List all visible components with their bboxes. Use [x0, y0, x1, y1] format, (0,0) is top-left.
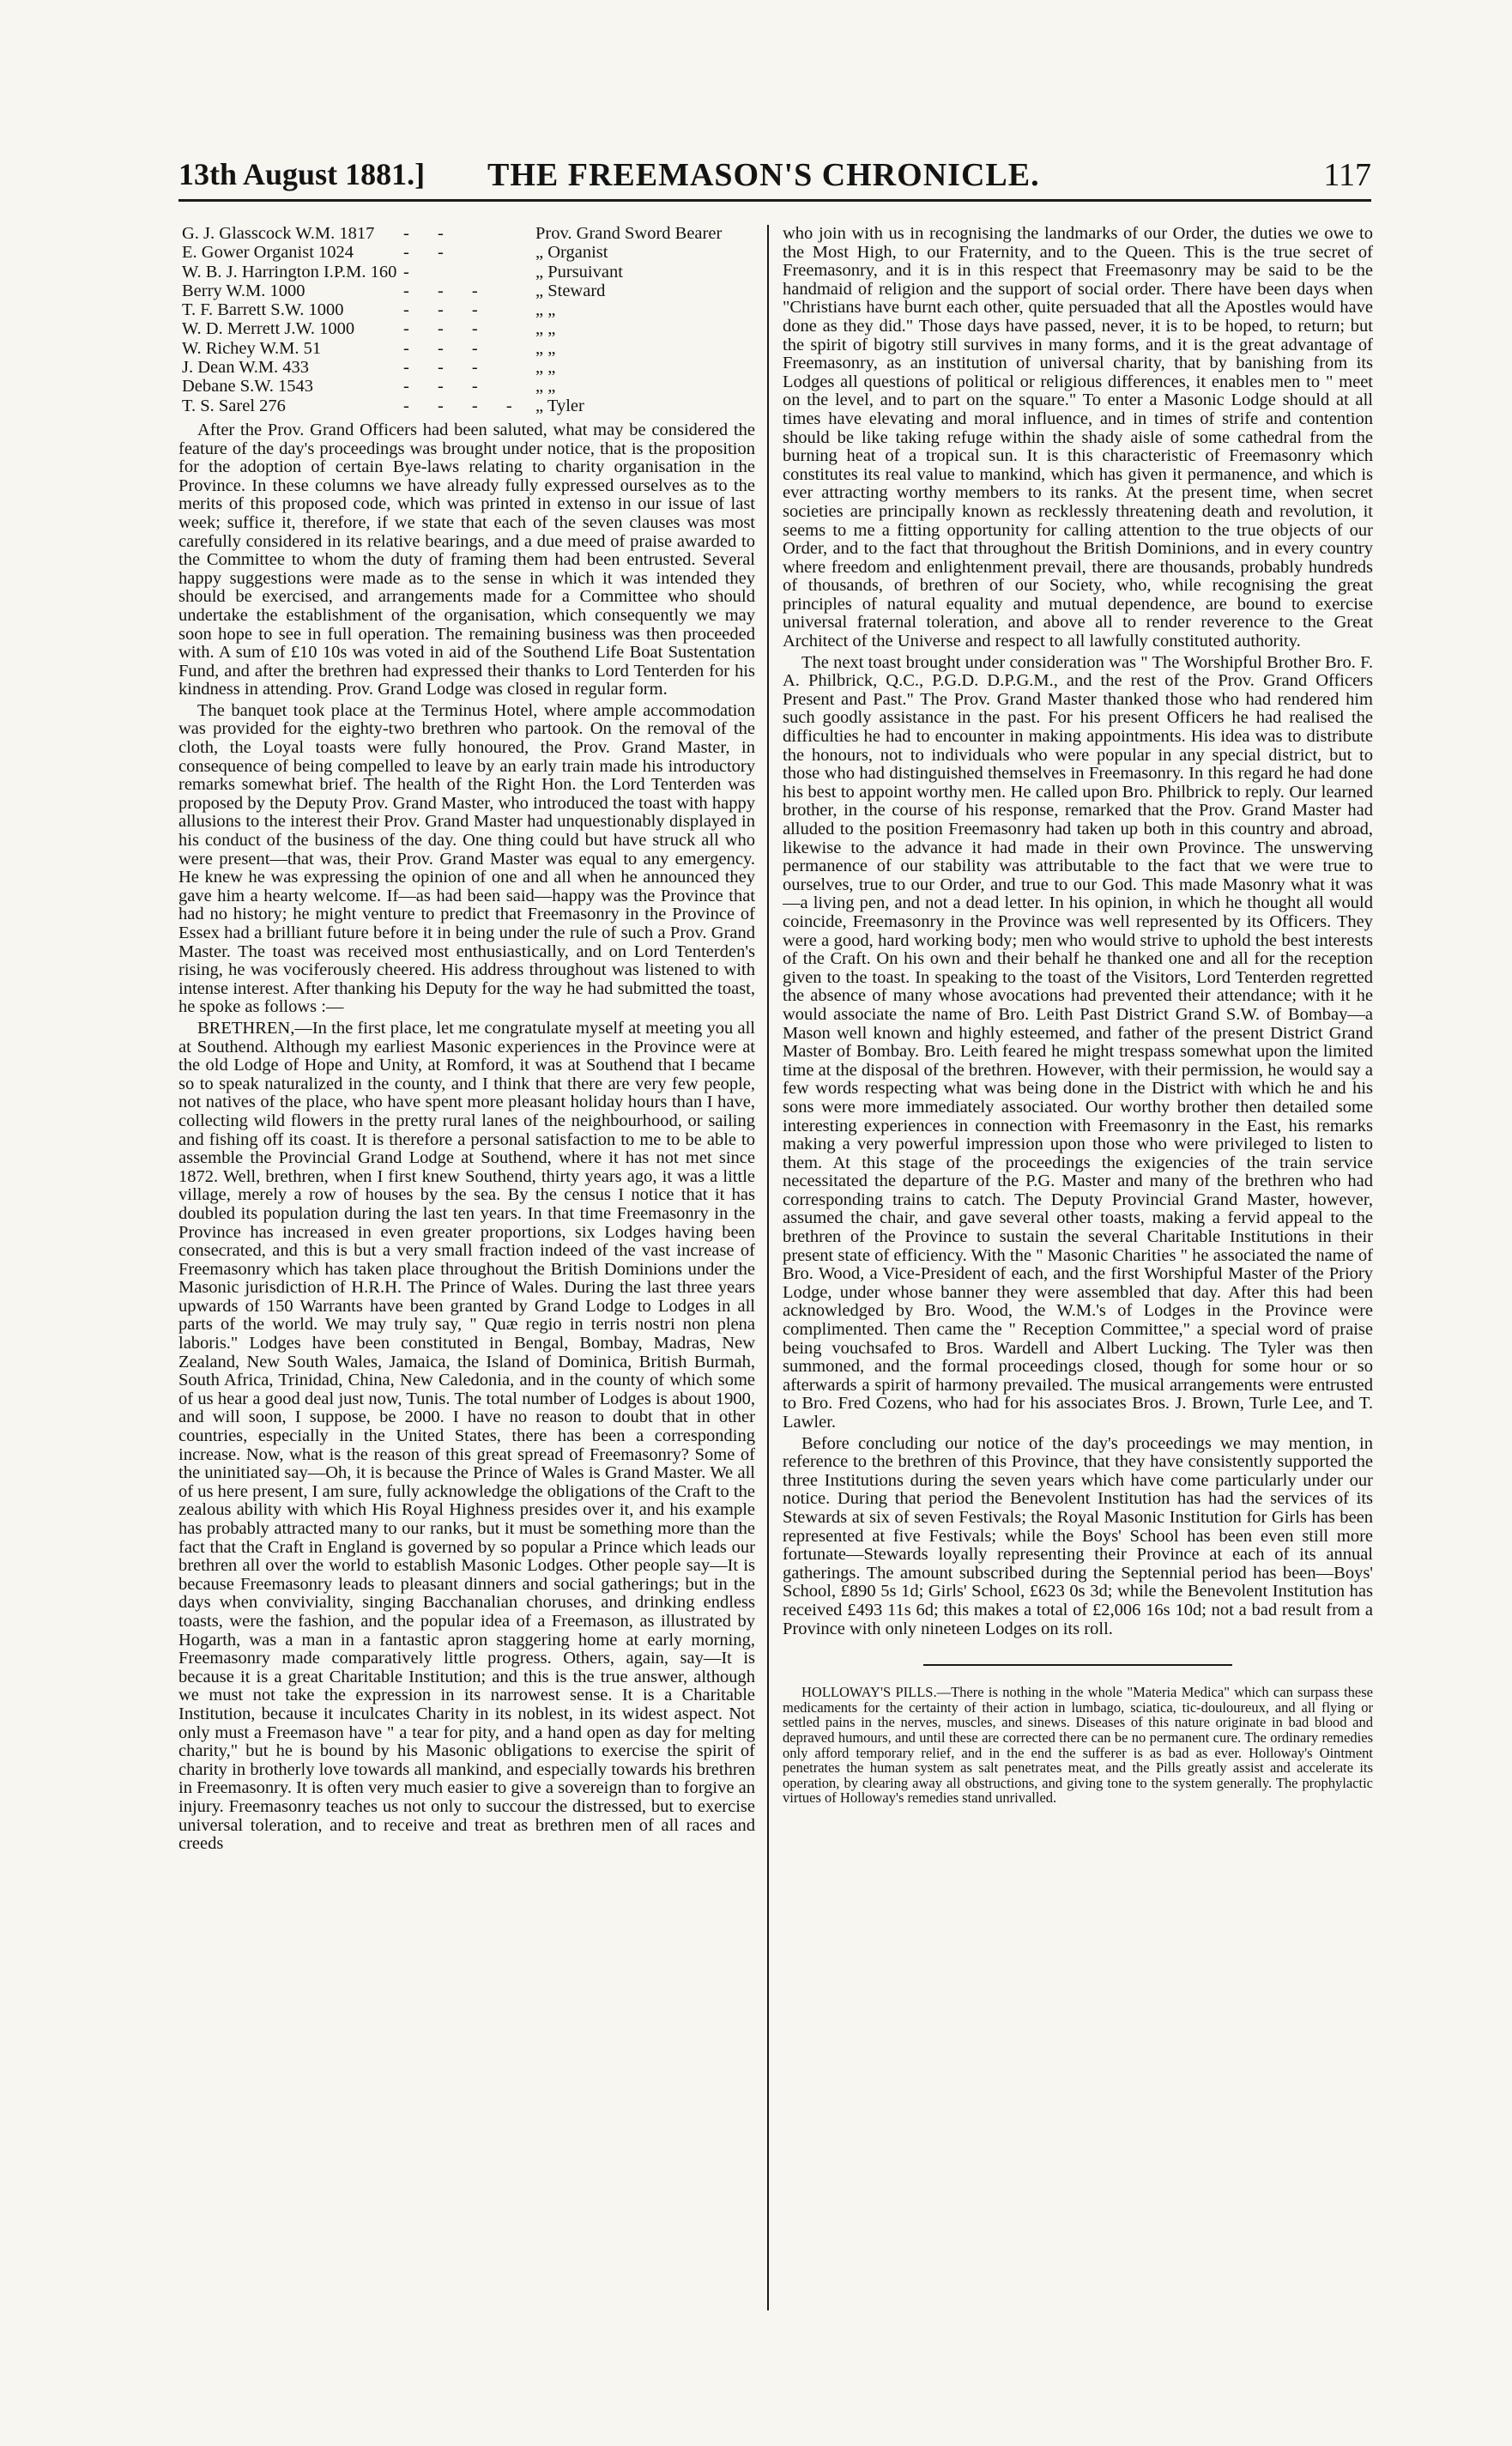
right-column — [783, 225, 1373, 2315]
column-divider — [767, 225, 769, 2310]
notice-heading: HOLLOWAY'S PILLS. — [801, 1684, 937, 1701]
officer-role: „ Pursuivant — [535, 262, 623, 282]
officer-row — [178, 301, 755, 320]
officer-row — [178, 320, 755, 339]
advertisement-notice — [783, 1685, 1373, 1806]
officer-role: „ „ — [535, 358, 556, 378]
officer-name: W. B. J. Harrington I.P.M. 160 — [182, 262, 397, 282]
officer-name: G. J. Glasscock W.M. 1817 — [182, 225, 375, 243]
notice-body: —There is nothing in the whole "Materia Medica" which can surpass these medicaments for the certainty of their action in lumbago, sciatica, tic-douloureux, and all flying or settled pains in the nerves, muscles, and sinews. Diseases of this nature originate in bad blood and depraved humours, and until these are corrected there can be no permanent cure. The ordinary remedies only afford temporary relief, and in the end the sufferer is as bad as ever. Holloway's Ointment penetrates the human system as salt penetrates meat, and the Pills greatly assist and accelerate its operation, by clearing away all obstructions, and giving tone to the system generally. The prophylactic virtues of Holloway's remedies stand unrivalled. — [783, 1684, 1373, 1807]
officer-role: „ „ — [535, 338, 556, 358]
article-paragraph: The next toast brought under consideration was " The Worshipful Brother Bro. F. A. Philbrick, Q.C., P.G.D. D.P.G.M., and the rest of the Prov. Grand Officers Present and Past." The Prov. Grand Master thanked those who had rendered him such goodly assistance in the past. For his present Officers he had realised the difficulties he had to encounter in making appointments. His idea was to distribute the honours, not to individuals who were popular in any special district, but to those who had distinguished themselves in Freemasonry. In this regard he had done his best to appoint worthy men. He called upon Bro. Philbrick to reply. Our learned brother, in the course of his response, remarked that the Prov. Grand Master had alluded to the position Freemasonry had taken up both in this country and abroad, likewise to the advance it had made in their own Province. The unswerving permanence of our stability was attributable to the fact that we were true to ourselves, true to our Order, and true to our God. This made Masonry what it was—a living pen, and not a dead letter. In his opinion, in which he thought all would coincide, Freemasonry in the Province was well represented by its Officers. They were a good, hard working body; men who would strive to uphold the best interests of the Craft. On his own and their behalf he thanked one and all for the reception given to the toast. In speaking to the toast of the Visitors, Lord Tenterden regretted the absence of many whose avocations had prevented their attendance; with it he would associate the name of Bro. Leith Past District Grand S.W. of Bombay—a Mason well known and highly esteemed, and father of the present District Grand Master of Bombay. Bro. Leith feared he might trespass somewhat upon the limited time at the disposal of the brethren. However, with their permission, he would say a few words respecting what was being done in the District with which he and his sons were more immediately associated. Our worthy brother then detailed some interesting experiences in connection with Freemasonry in the East, his remarks making a very powerful impression upon those who were privileged to listen to them. At this stage of the proceedings the exigencies of the train service necessitated the departure of the P.G. Master and many of the brethren who had corresponding trains to catch. The Deputy Provincial Grand Master, however, assumed the chair, and gave several other toasts, making a fervid appeal to the brethren of the Province to sustain the several Charitable Institutions in their present state of efficiency. With the " Masonic Charities " he associated the name of Bro. Wood, a Vice-President of each, and the first Worshipful Master of the Priory Lodge, under whose banner they were assembled that day. After this had been acknowledged by Bro. Wood, the W.M.'s of Lodges in the Province were complimented. Then came the " Reception Committee," a special word of praise being vouchsafed to Bros. Wardell and Albert Lucking. The Tyler was then summoned, and the formal proceedings closed, though for some hour or so afterwards a spirit of harmony prevailed. The musical arrangements were entrusted to Bro. Fred Cozens, who had for his associates Bros. J. Brown, Turle Lee, and T. Lawler. — [783, 652, 1373, 1432]
officer-leader: - — [403, 262, 421, 282]
officer-role: „ Tyler — [535, 396, 584, 415]
officer-name: W. D. Merrett J.W. 1000 — [182, 319, 355, 339]
right-article-body — [783, 225, 1373, 1638]
officer-leader: - - - — [403, 319, 490, 339]
officer-leader: - - — [403, 225, 456, 243]
officer-role: „ „ — [535, 300, 556, 320]
left-column — [178, 225, 755, 2315]
officer-role: Prov. Grand Sword Bearer — [535, 225, 723, 243]
officer-name: Berry W.M. 1000 — [182, 281, 305, 300]
officer-leader: - - - — [403, 281, 490, 300]
officer-name: J. Dean W.M. 433 — [182, 358, 310, 378]
officer-role: „ Organist — [535, 243, 608, 263]
officer-row — [178, 359, 755, 378]
officer-role: „ Steward — [535, 281, 606, 300]
officer-row — [178, 397, 755, 416]
officer-row — [178, 340, 755, 359]
officer-name: W. Richey W.M. 51 — [182, 338, 322, 358]
officer-name: T. S. Sarel 276 — [182, 396, 286, 415]
article-paragraph: BRETHREN,—In the first place, let me congratulate myself at meeting you all at Southend. Although my earliest Masonic experiences in the Province were at the old Lodge of Hope and Unity, at Romford, it was at Southend that I became so to speak naturalized in the county, and I think that there are very few people, not natives of the place, who have spent more pleasant holiday hours than I have, collecting wild flowers in the pretty rural lanes of the neighbourhood, or sailing and fishing off its coast. It is therefore a personal satisfaction to me to be able to assemble the Provincial Grand Lodge at Southend, where it has not met since 1872. Well, brethren, when I first knew Southend, thirty years ago, it was a little village, merely a row of houses by the sea. By the census I notice that it has doubled its population during the last ten years. In that time Freemasonry in the Province has increased in even greater proportions, six Lodges having been consecrated, and this is but a very small fraction indeed of the vast increase of Freemasonry which has taken place throughout the British Dominions under the Masonic jurisdiction of H.R.H. The Prince of Wales. During the last three years upwards of 150 Warrants have been granted by Grand Lodge to Lodges in all parts of the world. We may truly say, " Quæ regio in terris nostri non plena laboris." Lodges have been constituted in Bengal, Bombay, Madras, New Zealand, New South Wales, Jamaica, the Island of Dominica, British Burmah, South Africa, Trinidad, China, New Caledonia, and in the county of which some of us hear a good deal just now, Tunis. The total number of Lodges is about 1900, and will soon, I suppose, be 2000. I have no reason to doubt that in other countries, especially in the United States, there has been a corresponding increase. Now, what is the reason of this great spread of Freemasonry? Some of the uninitiated say—Oh, it is because the Prince of Wales is Grand Master. We all of us here present, I am sure, fully acknowledge the obligations of the Craft to the zealous ability with which His Royal Highness presides over it, and his example has probably attracted many to our ranks, but it must be something more than the fact that the Craft in England is governed by so popular a Prince which leads our brethren all over the world to establish Masonic Lodges. Other people say—It is because Freemasonry leads to pleasant dinners and social gatherings; but in the days when conviviality, singing Bacchanalian choruses, and drinking endless toasts, were the fashion, and the popular idea of a Freemason, as illustrated by Hogarth, was a man in a fantastic apron staggering home at early morning, Freemasonry made comparatively little progress. Others, again, say—It is because it is a great Charitable Institution; and this is the true answer, although we must not take the expression in its narrowest sense. It is a Charitable Institution, because it inculcates Charity in its noblest, in its widest aspect. Not only must a Freemason have " a tear for pity, and a hand open as day for melting charity," but he is bound by his Masonic obligations to exercise the spirit of charity in brotherly love towards all mankind, and especially towards his brethren in Freemasonry. It is often very much easier to give a sovereign than to forgive an injury. Freemasonry teaches us not only to succour the distressed, but to exercise universal toleration, and to receive and treat as brethren men of all races and creeds — [178, 1018, 755, 1854]
officer-leader: - - - - — [403, 396, 524, 415]
officer-row — [178, 244, 755, 263]
section-rule — [923, 1664, 1232, 1666]
officer-row — [178, 282, 755, 301]
officer-leader: - - - — [403, 338, 490, 358]
officer-leader: - - - — [403, 358, 490, 378]
article-paragraph: The banquet took place at the Terminus Hotel, where ample accommodation was provided for the eighty-two brethren who partook. On the removal of the cloth, the Loyal toasts were fully honoured, the Prov. Grand Master, in consequence of being compelled to leave by an early train made his introductory remarks somewhat brief. The health of the Right Hon. the Lord Tenterden was proposed by the Deputy Prov. Grand Master, who introduced the toast with happy allusions to the interest their Prov. Grand Master had unquestionably displayed in his conduct of the business of the day. One thing could but have struck all who were present—that was, their Prov. Grand Master was equal to any emergency. He knew he was expressing the opinion of one and all when he announced they gave him a hearty welcome. If—as had been said—happy was the Province that had no history; he might venture to predict that Freemasonry in the Province of Essex had a brilliant future before it in being under the rule of such a Prov. Grand Master. The toast was received most enthusiastically, and on Lord Tenterden's rising, he was vociferously cheered. His address throughout was listened to with intense interest. After thanking his Deputy for the way he had submitted the toast, he spoke as follows :— — [178, 700, 755, 1017]
officer-name: Debane S.W. 1543 — [182, 377, 313, 397]
officer-leader: - - - — [403, 300, 490, 320]
issue-date: 13th August 1881.] — [178, 157, 426, 191]
page-number: 117 — [1323, 157, 1371, 193]
officer-role: „ „ — [535, 377, 556, 397]
officer-leader: - - - — [403, 377, 490, 397]
officer-row — [178, 225, 755, 244]
masthead-title: THE FREEMASON'S CHRONICLE. — [487, 157, 1040, 193]
article-paragraph: After the Prov. Grand Officers had been saluted, what may be considered the feature of the day's proceedings was brought under notice, that is the proposition for the adoption of certain Bye-laws relating to charity organisation in the Province. In these columns we have already fully expressed ourselves as to the merits of this proposed code, which was printed in extenso in our issue of last week; suffice it, therefore, if we state that each of the seven clauses was most carefully considered in its relative bearings, and a due meed of praise awarded to the Committee to whom the duty of framing them had been entrusted. Several happy suggestions were made as to the sense in which it was intended they should be exercised, and arrangements made for a Committee who should undertake the establishment of the organisation, which consequently we may soon hope to see in full operation. The remaining business was then proceeded with. A sum of £10 10s was voted in aid of the Southend Life Boat Sustentation Fund, and after the brethren had expressed their thanks to Lord Tenterden for his kindness in attending. Prov. Grand Lodge was closed in regular form. — [178, 420, 755, 699]
officer-role: „ „ — [535, 319, 556, 339]
header-rule — [178, 199, 1371, 202]
article-paragraph: Before concluding our notice of the day's proceedings we may mention, in reference to the brethren of this Province, that they have consistently supported the three Institutions during the seven years which have come particularly under our notice. During that period the Benevolent Institution has had the services of its Stewards at six of seven Festivals; the Royal Masonic Institution for Girls has been represented at five Festivals; while the Boys' School has been even still more fortunate—Stewards loyally representing their Province at each of its annual gatherings. The amount subscribed during the Septennial period has been—Boys' School, £890 5s 1d; Girls' School, £623 0s 3d; while the Benevolent Institution has received £493 11s 6d; this makes a total of £2,006 16s 10d; not a bad result from a Province with only nineteen Lodges on its roll. — [783, 1433, 1373, 1638]
officer-leader: - - — [403, 243, 456, 263]
left-article-body — [178, 421, 755, 1854]
officer-name: E. Gower Organist 1024 — [182, 243, 354, 263]
article-paragraph: who join with us in recognising the landmarks of our Order, the duties we owe to the Most High, to our Fraternity, and to the Queen. This is the true secret of Freemasonry, and it is in this respect that Freemasonry may be said to be the handmaid of religion and the support of social order. There have been days when "Christians have burnt each other, quite persuaded that all the Apostles would have done as they did." Those days have passed, never, it is to be hoped, to return; but the spirit of bigotry still survives in many forms, and it is the great advantage of Freemasonry, as an institution of universal charity, that by banishing from its Lodges all questions of political or religious differences, it enables men to " meet on the level, and to part on the square." To enter a Masonic Lodge should at all times have elevating and moral influence, and in times of strife and contention should be like taking refuge within the shady aisle of some cathedral from the burning heat of a tropical sun. It is this characteristic of Freemasonry which constitutes its real value to mankind, which has given it permanence, and which is ever attracting worthy members to its ranks. At the present time, when secret societies are principally known as recklessly threatening death and revolution, it seems to me a fitting opportunity for calling attention to the true objects of our Order, and to the fact that throughout the British Dominions, and in every country where freedom and enlightenment prevail, there are thousands, probably hundreds of thousands, of brethren of our Society, who, while recognising the great principles of natural equality and mutual dependence, are bound to exercise universal fraternal toleration, and above all to render reverence to the Great Architect of the Universe and respect to all lawfully constituted authority. — [783, 225, 1373, 651]
officer-name: T. F. Barrett S.W. 1000 — [182, 300, 344, 320]
officer-row — [178, 378, 755, 397]
officers-list — [178, 225, 755, 416]
officer-row — [178, 263, 755, 282]
